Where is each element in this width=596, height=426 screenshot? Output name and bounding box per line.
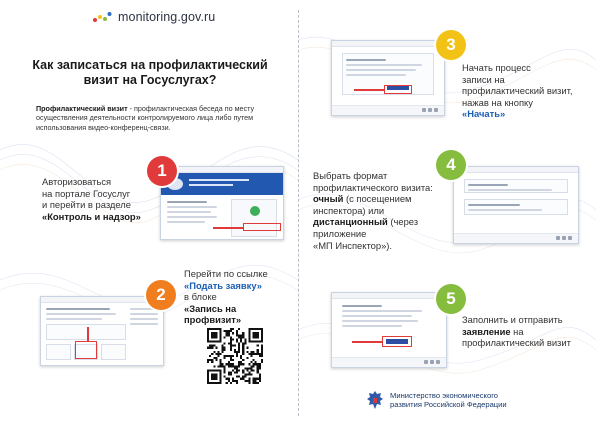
- step-4-line: «МП Инспектор»).: [313, 239, 393, 251]
- step-3-badge: 3: [436, 30, 466, 60]
- page-title: [20, 58, 280, 88]
- step-2-badge: 2: [146, 280, 176, 310]
- step-3-line: нажав на кнопку: [462, 96, 533, 108]
- description-text: - профилактическая беседа по месту осуществления деятельности контролируемого лица либо путем использования видео-конференц-связи.: [36, 104, 255, 132]
- step-4-option-remote: дистанционный: [313, 216, 388, 228]
- step-4-badge: 4: [436, 150, 466, 180]
- description-term: Профилактический визит: [36, 104, 128, 113]
- site-logo[interactable]: [92, 10, 215, 24]
- step-1-line: Авторизоваться: [42, 176, 112, 187]
- column-divider: [298, 10, 299, 416]
- step-4-screenshot: [453, 166, 579, 244]
- step-1-line: и перейти в разделе: [42, 199, 131, 211]
- step-3-text: [462, 62, 590, 120]
- step-5-text: [462, 314, 592, 349]
- ministry-logo[interactable]: [366, 390, 507, 410]
- ministry-name: [390, 391, 507, 410]
- step-4-line: профилактического визита:: [313, 181, 433, 193]
- step-5-line: на: [510, 325, 524, 337]
- step-2-block-name: «Запись на профвизит»: [184, 302, 242, 326]
- step-2-screenshot: [40, 296, 164, 366]
- step-4-line: приложение: [313, 227, 367, 239]
- russian-coat-of-arms-icon: [366, 390, 384, 410]
- step-4-line: (через: [387, 216, 419, 228]
- ministry-line-1: Министерство экономического: [390, 390, 499, 400]
- step-5-document-name: заявление: [462, 325, 511, 337]
- step-1-text: [42, 176, 164, 222]
- qr-code[interactable]: [205, 326, 265, 386]
- step-1-highlight: «Контроль и надзор»: [42, 210, 141, 222]
- step-1-screenshot: [160, 166, 284, 240]
- step-4-line: (с посещением: [343, 193, 412, 205]
- step-5-line: Заполнить и отправить: [462, 314, 563, 325]
- step-5-line: профилактический визит: [462, 337, 571, 349]
- step-4-text: [313, 170, 453, 251]
- step-3-line: записи на: [462, 73, 505, 85]
- step-4-line: Выбрать формат: [313, 170, 388, 181]
- logo-text: monitoring.gov.ru: [118, 10, 216, 24]
- step-3-line: Начать процесс: [462, 62, 531, 73]
- step-2-text: [184, 268, 294, 326]
- step-3-screenshot: [331, 40, 445, 116]
- step-4-line: инспектора) или: [313, 204, 385, 216]
- ministry-line-2: развития Российской Федерации: [390, 400, 507, 409]
- step-5-badge: 5: [436, 284, 466, 314]
- monitoring-logo-icon: [92, 10, 112, 24]
- step-3-button-name: «Начать»: [462, 108, 506, 120]
- step-1-badge: 1: [147, 156, 177, 186]
- step-1-line: на портале Госуслуг: [42, 187, 131, 199]
- step-2-link[interactable]: «Подать заявку»: [184, 279, 263, 291]
- step-2-line: Перейти по ссылке: [184, 268, 268, 279]
- title-line-1: Как записаться на профилактический: [32, 58, 268, 72]
- step-5-screenshot: [331, 292, 447, 368]
- step-4-option-inperson: очный: [313, 193, 344, 205]
- step-2-line: в блоке: [184, 291, 217, 303]
- step-3-line: профилактический визит,: [462, 85, 573, 97]
- description: [36, 104, 288, 132]
- title-line-2: визит на Госуслугах?: [83, 73, 217, 87]
